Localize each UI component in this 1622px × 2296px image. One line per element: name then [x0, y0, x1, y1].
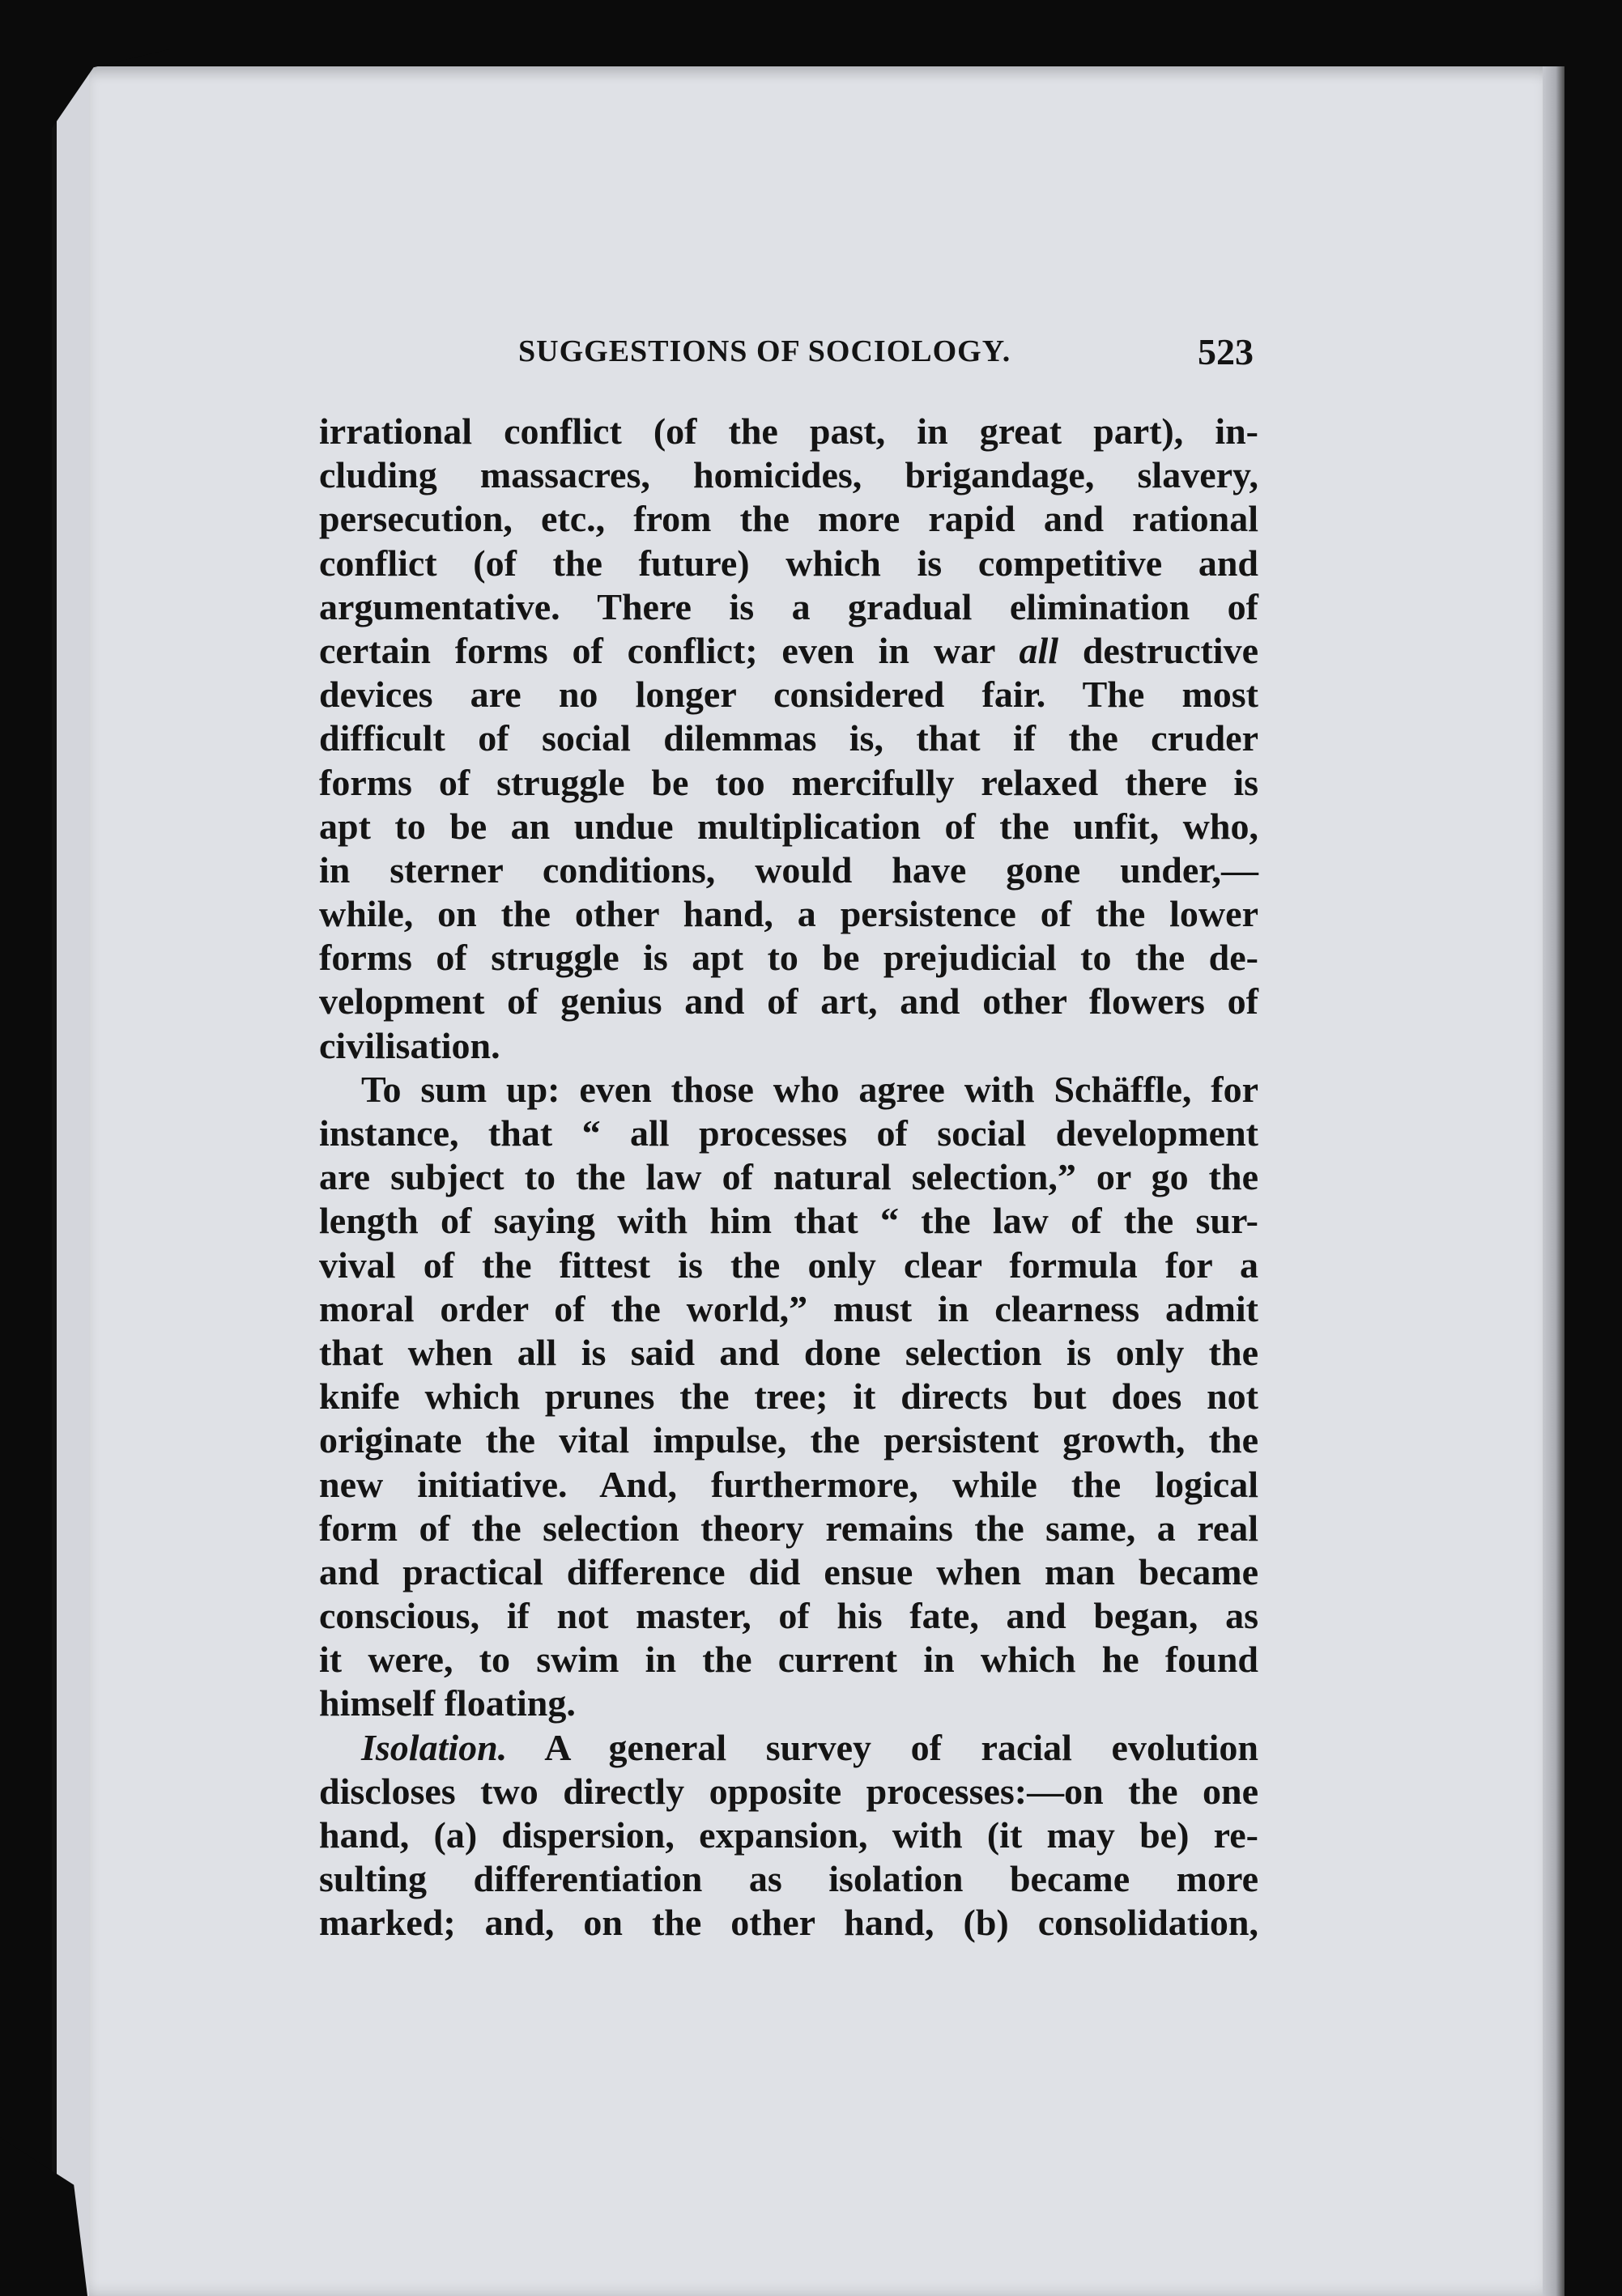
- text-line: while, on the other hand, a persistence of the lower: [319, 893, 1258, 935]
- text-line: forms of struggle is apt to be prejudicial to the de-: [319, 937, 1258, 979]
- text-line: conscious, if not master, of his fate, and began, as: [319, 1595, 1258, 1637]
- text-line: new initiative. And, furthermore, while the logical: [319, 1463, 1258, 1505]
- text-line: length of saying with him that “ the law of the sur-: [319, 1200, 1258, 1242]
- text-line: difficult of social dilemmas is, that if the cruder: [319, 717, 1258, 759]
- text-line: To sum up: even those who agree with Schäffle, for: [361, 1068, 1258, 1110]
- text-line: are subject to the law of natural selection,” or go the: [319, 1156, 1258, 1198]
- text-segment: A general survey of racial evolution: [544, 1726, 1258, 1768]
- text-line: sulting differentiation as isolation became more: [319, 1858, 1258, 1900]
- text-line: originate the vital impulse, the persistent growth, the: [319, 1419, 1258, 1461]
- text-line: cluding massacres, homicides, brigandage, slavery,: [319, 454, 1258, 496]
- text-line: himself floating.: [319, 1682, 576, 1724]
- text-line: apt to be an undue multiplication of the unfit, who,: [319, 805, 1258, 847]
- section-heading-isolation: Isolation.: [361, 1726, 508, 1768]
- text-line-with-heading: [319, 1726, 1258, 1770]
- text-line: form of the selection theory remains the same, a real: [319, 1507, 1258, 1549]
- text-line: moral order of the world,” must in clearness admit: [319, 1287, 1258, 1329]
- text-line: it were, to swim in the current in which he found: [319, 1639, 1258, 1681]
- text-line: irrational conflict (of the past, in great part), in-: [319, 410, 1258, 452]
- text-line: persecution, etc., from the more rapid and rational: [319, 498, 1258, 540]
- text-line: forms of struggle be too mercifully relaxed there is: [319, 761, 1258, 803]
- page-header: [319, 331, 1254, 382]
- text-line: hand, (a) dispersion, expansion, with (it may be) re-: [319, 1814, 1258, 1856]
- italic-word: all: [1019, 629, 1059, 671]
- text-line: instance, that “ all processes of social development: [319, 1112, 1258, 1154]
- text-segment: certain forms of conflict; even in war: [319, 629, 995, 671]
- body-text: [319, 410, 1258, 1945]
- text-line: vival of the fittest is the only clear formula for a: [319, 1244, 1258, 1286]
- text-line: and practical difference did ensue when man became: [319, 1550, 1258, 1592]
- running-head: SUGGESTIONS OF SOCIOLOGY.: [518, 334, 1011, 368]
- page-right-edge: [1543, 66, 1565, 2296]
- page-number: 523: [1198, 331, 1254, 372]
- page-left-edge: [52, 65, 94, 2296]
- text-line: knife which prunes the tree; it directs but does not: [319, 1375, 1258, 1418]
- text-line: discloses two directly opposite processes:—on the one: [319, 1770, 1258, 1812]
- text-line-with-italic: [319, 629, 1258, 673]
- text-segment: destructive: [1058, 629, 1259, 671]
- text-line: that when all is said and done selection is only the: [319, 1331, 1258, 1373]
- text-line: civilisation.: [319, 1024, 500, 1066]
- text-line: argumentative. There is a gradual elimination of: [319, 585, 1258, 627]
- text-line: marked; and, on the other hand, (b) consolidation,: [319, 1902, 1258, 1944]
- text-line: in sterner conditions, would have gone under,—: [319, 848, 1258, 891]
- text-line: conflict (of the future) which is competitive and: [319, 542, 1258, 584]
- text-line: devices are no longer considered fair. The most: [319, 674, 1258, 716]
- text-line: velopment of genius and of art, and other flowers of: [319, 980, 1258, 1023]
